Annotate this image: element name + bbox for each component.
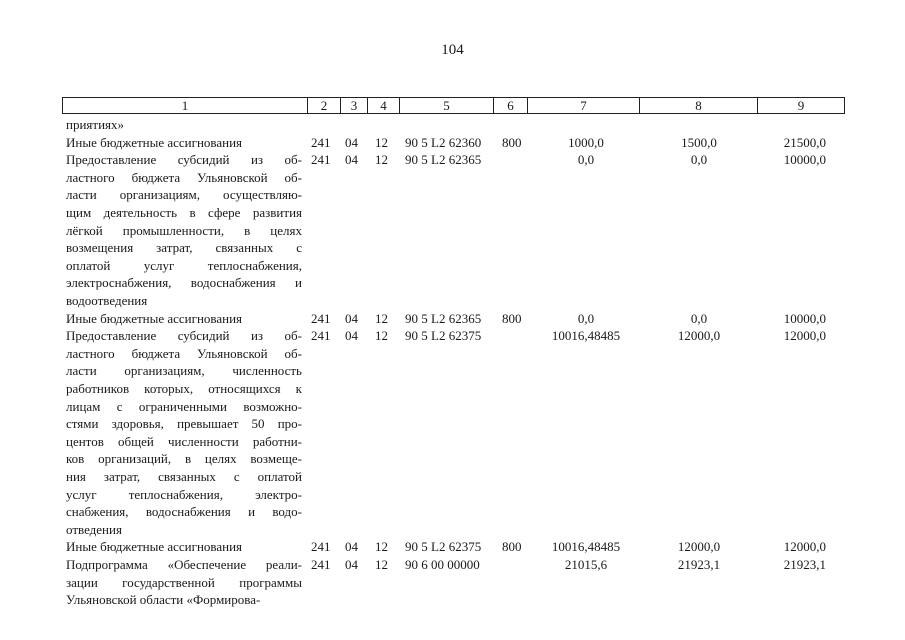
row-cell-c2: 241	[311, 152, 331, 168]
description-line: электроснабжения, водоснабжения и	[66, 275, 302, 291]
header-cell-3: 3	[341, 98, 368, 113]
table-row	[0, 116, 905, 134]
table-row	[0, 310, 905, 328]
row-cell-c5: 90 5 L2 62365	[405, 152, 482, 168]
description-line: лёгкой промышленности, в целях	[66, 222, 302, 238]
row-cell-c5: 90 5 L2 62360	[405, 134, 482, 150]
description-line: снабжения, водоснабжения и водо-	[66, 504, 302, 520]
table-row	[0, 151, 905, 309]
description-line: ласти организациям, численность	[66, 363, 302, 379]
row-cell-c7: 0,0	[577, 310, 595, 326]
row-description	[66, 538, 302, 556]
row-cell-c9: 21500,0	[783, 134, 826, 150]
description-line: ласти организациям, осуществляю-	[66, 187, 302, 203]
row-description	[66, 556, 302, 609]
table-header-row	[62, 97, 845, 114]
row-cell-c3: 04	[345, 152, 358, 168]
row-cell-c3: 04	[345, 557, 358, 572]
header-cell-6: 6	[494, 98, 528, 113]
row-cell-c5: 90 5 L2 62375	[405, 328, 482, 344]
description-line: щим деятельность в сфере развития	[66, 204, 302, 220]
description-line: отведения	[66, 521, 122, 537]
description-line: Предоставление субсидий из об-	[66, 152, 302, 168]
row-cell-c2: 241	[311, 310, 331, 326]
row-cell-c8: 12000,0	[677, 539, 721, 555]
description-line: Ульяновской области «Формирова-	[66, 592, 261, 608]
row-cell-c2: 241	[311, 557, 331, 572]
description-line: Подпрограмма «Обеспечение реали-	[66, 557, 302, 572]
header-cell-1: 1	[63, 98, 308, 113]
description-line: ков организаций, в целях возмеще-	[66, 451, 302, 467]
table-row	[0, 134, 905, 152]
row-cell-c3: 04	[345, 328, 358, 344]
row-cell-c6: 800	[502, 539, 522, 555]
row-cell-c7: 1000,0	[568, 134, 604, 150]
row-description	[66, 310, 302, 328]
row-cell-c3: 04	[345, 310, 358, 326]
row-cell-c7: 0,0	[577, 152, 595, 168]
row-cell-c9: 10000,0	[783, 310, 826, 326]
row-cell-c4: 12	[375, 557, 388, 572]
description-line: Предоставление субсидий из об-	[66, 328, 302, 344]
row-cell-c8: 0,0	[690, 310, 708, 326]
row-description	[66, 134, 302, 152]
row-cell-c9: 12000,0	[783, 539, 826, 555]
header-cell-9: 9	[797, 98, 805, 113]
row-cell-c7: 10016,48485	[551, 539, 621, 555]
description-line: возмещения затрат, связанных с	[66, 240, 302, 256]
row-cell-c2: 241	[311, 328, 331, 344]
row-cell-c9: 10000,0	[783, 152, 826, 168]
row-cell-c8: 12000,0	[677, 328, 721, 344]
header-cell-7: 7	[528, 98, 640, 113]
row-cell-c3: 04	[345, 539, 358, 555]
row-cell-c4: 12	[375, 310, 388, 326]
row-cell-c2: 241	[311, 134, 331, 150]
header-cell-8: 8	[640, 98, 758, 113]
row-cell-c4: 12	[375, 328, 388, 344]
row-cell-c8: 0,0	[690, 152, 708, 168]
description-line: Иные бюджетные ассигнования	[66, 134, 243, 150]
description-line: работников которых, относящихся к	[66, 380, 302, 396]
row-cell-c9: 21923,1	[783, 557, 826, 572]
table-row	[0, 556, 905, 609]
description-line: зации государственной программы	[66, 574, 302, 590]
header-cell-4: 4	[368, 98, 400, 113]
row-cell-c7: 10016,48485	[551, 328, 621, 344]
header-cell-5: 5	[400, 98, 494, 113]
description-line: ластного бюджета Ульяновской об-	[66, 345, 302, 361]
row-cell-c6: 800	[502, 134, 522, 150]
header-cell-2: 2	[308, 98, 341, 113]
description-line: оплатой услуг теплоснабжения,	[66, 257, 302, 273]
row-cell-c4: 12	[375, 539, 388, 555]
description-line: центов общей численности работни-	[66, 433, 302, 449]
row-cell-c4: 12	[375, 134, 388, 150]
description-line: водоотведения	[66, 292, 148, 308]
row-cell-c8: 1500,0	[681, 134, 717, 150]
row-description	[66, 327, 302, 538]
table-row	[0, 327, 905, 538]
row-cell-c7: 21015,6	[564, 557, 608, 572]
row-cell-c5: 90 5 L2 62365	[405, 310, 482, 326]
row-description	[66, 151, 302, 309]
row-cell-c5: 90 6 00 00000	[405, 557, 480, 572]
row-cell-c6: 800	[502, 310, 522, 326]
row-cell-c2: 241	[311, 539, 331, 555]
description-line: лицам с ограниченными возможно-	[66, 398, 302, 414]
page-number: 104	[441, 42, 464, 58]
row-description	[66, 116, 302, 134]
description-line: стями здоровья, превышает 50 про-	[66, 416, 302, 432]
description-line: Иные бюджетные ассигнования	[66, 310, 243, 326]
description-line: ластного бюджета Ульяновской об-	[66, 169, 302, 185]
row-cell-c4: 12	[375, 152, 388, 168]
description-line: приятиях»	[66, 117, 125, 132]
row-cell-c5: 90 5 L2 62375	[405, 539, 482, 555]
row-cell-c3: 04	[345, 134, 358, 150]
description-line: услуг теплоснабжения, электро-	[66, 486, 302, 502]
description-line: Иные бюджетные ассигнования	[66, 539, 243, 555]
table-row	[0, 538, 905, 556]
row-cell-c8: 21923,1	[677, 557, 721, 572]
description-line: ния затрат, связанных с оплатой	[66, 468, 302, 484]
row-cell-c9: 12000,0	[783, 328, 826, 344]
